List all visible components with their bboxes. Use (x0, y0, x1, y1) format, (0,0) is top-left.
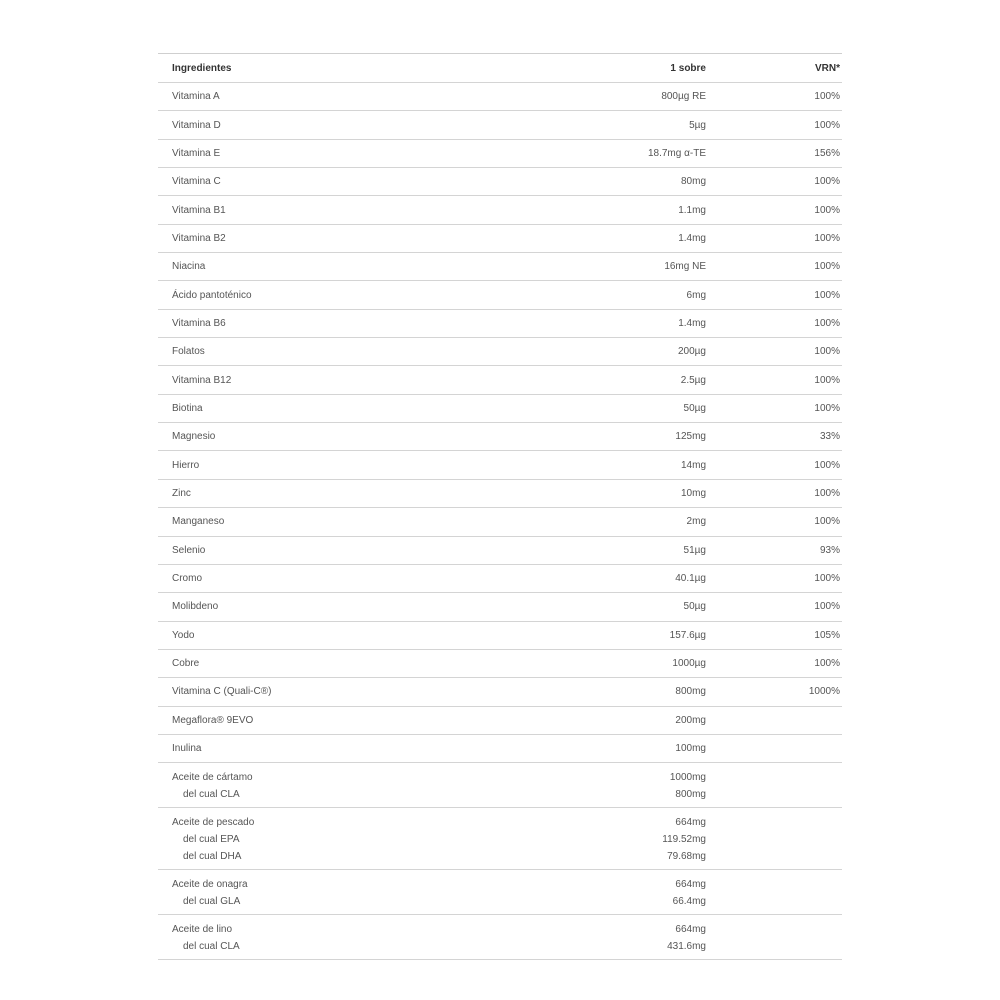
ingredient-vrn: 100% (814, 402, 840, 414)
ingredient-name: Vitamina E (172, 147, 221, 159)
ingredient-name: Vitamina D (172, 119, 221, 131)
ingredient-name: Vitamina A (172, 91, 220, 103)
ingredient-name: Magnesio (172, 431, 216, 443)
ingredient-amount: 18.7mg α-TE (647, 147, 706, 159)
oil-amount-cell (612, 808, 706, 869)
oil-amount: 664mg (675, 817, 706, 829)
ingredient-name: Niacina (172, 261, 206, 273)
ingredient-name: Vitamina B12 (172, 374, 232, 386)
table-row (158, 480, 842, 508)
ingredient-amount: 100mg (675, 743, 706, 755)
table-row (158, 707, 842, 735)
ingredient-vrn: 100% (814, 374, 840, 386)
table-row (158, 622, 842, 650)
ingredient-amount: 800mg (675, 686, 706, 698)
ingredient-amount: 6mg (686, 289, 706, 301)
header-amount: 1 sobre (670, 62, 706, 74)
ingredient-name: Hierro (172, 459, 200, 471)
oil-amount: 664mg (675, 924, 706, 936)
table-row-oil (158, 763, 842, 808)
ingredient-name: Vitamina B6 (172, 317, 226, 329)
ingredient-vrn: 93% (819, 544, 840, 556)
oil-name: Aceite de lino (172, 924, 233, 936)
table-row (158, 508, 842, 536)
table-row (158, 338, 842, 366)
oil-sub-name: del cual GLA (183, 896, 241, 908)
ingredient-amount: 5µg (689, 119, 706, 131)
ingredient-amount: 2.5µg (680, 374, 706, 386)
ingredient-amount: 40.1µg (675, 573, 706, 585)
nutrition-table (158, 53, 842, 960)
oil-name: Aceite de cártamo (172, 772, 253, 784)
ingredient-name: Selenio (172, 544, 206, 556)
ingredient-amount: 1000µg (672, 658, 706, 670)
ingredient-name: Megaflora® 9EVO (172, 714, 254, 726)
oil-sub-amount: 431.6mg (667, 941, 706, 953)
table-row (158, 111, 842, 139)
ingredient-amount: 1.4mg (678, 317, 706, 329)
ingredient-name: Cromo (172, 573, 203, 585)
table-row (158, 366, 842, 394)
table-row-oil (158, 808, 842, 870)
ingredient-name: Ácido pantoténico (172, 289, 252, 301)
table-row (158, 225, 842, 253)
ingredient-amount: 1.4mg (678, 232, 706, 244)
oil-sub-amount: 66.4mg (672, 896, 706, 908)
ingredient-name: Manganeso (172, 516, 225, 528)
ingredient-amount: 51µg (683, 544, 706, 556)
oil-sub-amount: 119.52mg (662, 834, 706, 846)
table-row (158, 593, 842, 621)
table-row (158, 253, 842, 281)
ingredient-amount: 16mg NE (664, 261, 706, 273)
ingredient-vrn: 100% (814, 176, 840, 188)
ingredient-vrn: 100% (814, 317, 840, 329)
ingredient-name: Inulina (172, 743, 202, 755)
ingredient-vrn: 100% (814, 91, 840, 103)
table-row (158, 678, 842, 706)
ingredient-name: Molibdeno (172, 601, 219, 613)
table-row (158, 565, 842, 593)
oil-sub-name: del cual EPA (183, 834, 240, 846)
oil-name: Aceite de onagra (172, 879, 248, 891)
ingredient-vrn: 1000% (808, 686, 840, 698)
ingredient-vrn: 100% (814, 346, 840, 358)
ingredient-name: Vitamina C (172, 176, 221, 188)
ingredient-name: Biotina (172, 402, 203, 414)
table-row (158, 395, 842, 423)
table-row (158, 735, 842, 763)
ingredient-vrn: 100% (814, 516, 840, 528)
oil-name-cell (158, 870, 612, 914)
table-row (158, 281, 842, 309)
table-header-row (158, 54, 842, 83)
ingredient-vrn: 100% (814, 119, 840, 131)
header-vrn: VRN* (814, 62, 840, 74)
oil-sub-amount: 800mg (675, 789, 706, 801)
ingredient-vrn: 100% (814, 459, 840, 471)
oil-name-cell (158, 915, 612, 959)
ingredient-amount: 80mg (680, 176, 706, 188)
oil-amount: 664mg (675, 879, 706, 891)
ingredient-name: Folatos (172, 346, 205, 358)
ingredient-amount: 200mg (675, 714, 706, 726)
ingredient-name: Cobre (172, 658, 200, 670)
ingredient-vrn: 100% (814, 232, 840, 244)
ingredient-name: Yodo (172, 629, 195, 641)
table-row-oil (158, 915, 842, 960)
ingredient-amount: 2mg (686, 516, 706, 528)
ingredient-name: Vitamina B2 (172, 232, 226, 244)
table-row (158, 650, 842, 678)
ingredient-vrn: 100% (814, 204, 840, 216)
oil-amount-cell (612, 915, 706, 959)
ingredient-name: Vitamina C (Quali-C®) (172, 686, 272, 698)
ingredient-vrn: 100% (814, 289, 840, 301)
ingredient-vrn: 100% (814, 573, 840, 585)
table-body (158, 83, 842, 960)
ingredient-vrn: 100% (814, 261, 840, 273)
oil-sub-name: del cual CLA (183, 789, 240, 801)
ingredient-amount: 50µg (683, 402, 706, 414)
ingredient-amount: 1.1mg (678, 204, 706, 216)
header-ingredient: Ingredientes (172, 62, 232, 74)
ingredient-amount: 200µg (677, 346, 706, 358)
ingredient-amount: 800µg RE (661, 91, 706, 103)
table-row (158, 140, 842, 168)
oil-amount-cell (612, 763, 706, 807)
ingredient-amount: 50µg (683, 601, 706, 613)
ingredient-name: Vitamina B1 (172, 204, 226, 216)
ingredient-amount: 14mg (680, 459, 706, 471)
table-row (158, 310, 842, 338)
ingredient-vrn: 33% (819, 431, 840, 443)
table-row (158, 423, 842, 451)
table-row (158, 196, 842, 224)
ingredient-amount: 125mg (675, 431, 706, 443)
oil-name-cell (158, 763, 612, 807)
oil-sub-name: del cual DHA (183, 851, 242, 863)
oil-name: Aceite de pescado (172, 817, 255, 829)
table-row (158, 168, 842, 196)
ingredient-vrn: 156% (814, 147, 840, 159)
table-row (158, 451, 842, 479)
ingredient-vrn: 100% (814, 487, 840, 499)
ingredient-name: Zinc (172, 487, 191, 499)
table-row-oil (158, 870, 842, 915)
table-row (158, 537, 842, 565)
table-row (158, 83, 842, 111)
oil-amount: 1000mg (669, 772, 706, 784)
ingredient-amount: 10mg (680, 487, 706, 499)
oil-sub-name: del cual CLA (183, 941, 240, 953)
oil-name-cell (158, 808, 612, 869)
oil-sub-amount: 79.68mg (667, 851, 706, 863)
ingredient-amount: 157.6µg (669, 629, 706, 641)
oil-amount-cell (612, 870, 706, 914)
ingredient-vrn: 100% (814, 658, 840, 670)
ingredient-vrn: 105% (814, 629, 840, 641)
ingredient-vrn: 100% (814, 601, 840, 613)
